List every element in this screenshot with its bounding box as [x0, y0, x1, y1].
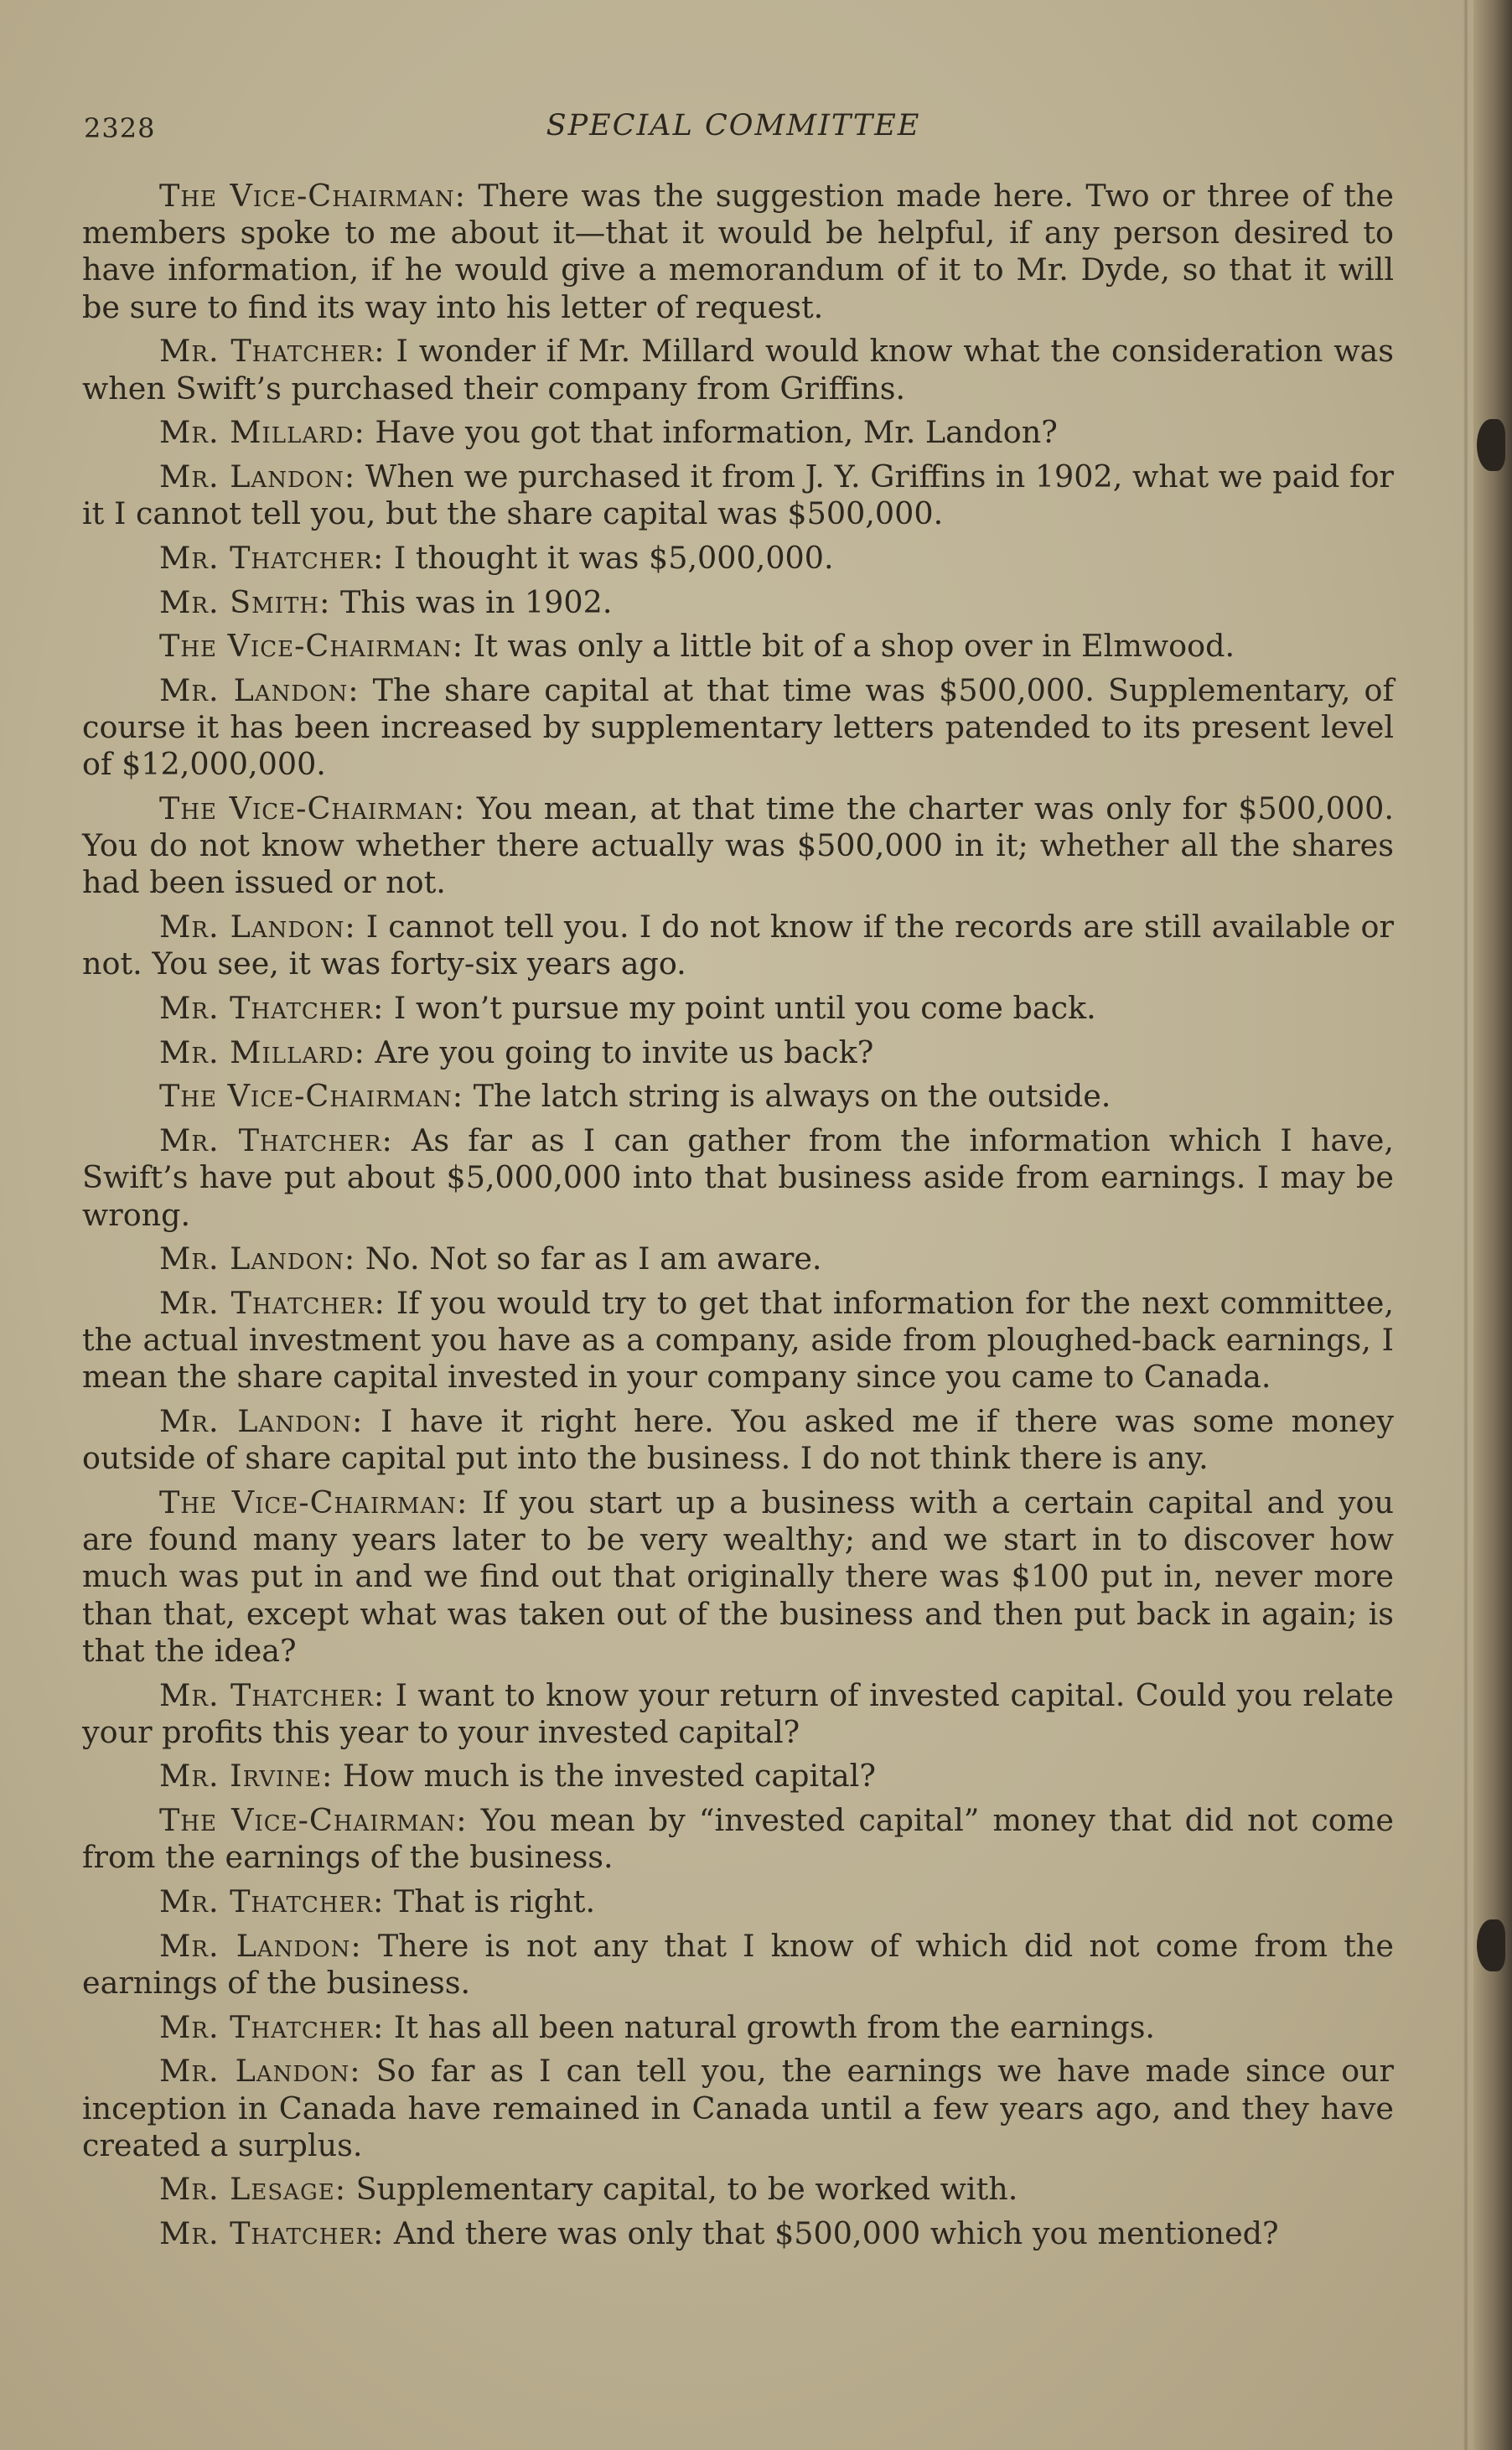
- page-edge: [1473, 0, 1512, 2450]
- speech-text: And there was only that $500,000 which you mentioned?: [384, 2215, 1279, 2252]
- speaker-name: Mr. Thatcher:: [159, 1122, 393, 1159]
- speech-text: The latch string is always on the outside.: [463, 1078, 1111, 1115]
- transcript-paragraph: [82, 1078, 1394, 1115]
- speech-text: I want to know your return of invested capital. Could you relate your profits this year to your invested capital?: [82, 1676, 1394, 1750]
- thumb-index-mark: [1477, 419, 1505, 471]
- speech-text: No. Not so far as I am aware.: [355, 1241, 822, 1277]
- speaker-name: The Vice-Chairman:: [159, 628, 464, 665]
- transcript-paragraph: [82, 628, 1394, 665]
- transcript-paragraph: [82, 584, 1394, 621]
- speaker-name: Mr. Thatcher:: [159, 539, 385, 576]
- speech-text: Have you got that information, Mr. Landon?: [365, 414, 1058, 451]
- speaker-name: Mr. Smith:: [159, 583, 331, 620]
- speech-text: I won’t pursue my point until you come back.: [384, 990, 1096, 1027]
- transcript-paragraph: [82, 1758, 1394, 1795]
- transcript-paragraph: [82, 1802, 1394, 1876]
- speaker-name: Mr. Landon:: [159, 1241, 356, 1277]
- speaker-name: The Vice-Chairman:: [159, 1078, 464, 1115]
- transcript-paragraph: [82, 672, 1394, 784]
- speech-text: That is right.: [384, 1883, 596, 1920]
- transcript-paragraph: [82, 2215, 1394, 2252]
- speech-text: I wonder if Mr. Millard would know what the consideration was when Swift’s purchased their company from Griffins.: [82, 333, 1394, 407]
- transcript-paragraph: [82, 2053, 1394, 2164]
- speech-text: Are you going to invite us back?: [365, 1033, 874, 1070]
- speech-text: So far as I can tell you, the earnings we have made since our inception in Canada have remained in Canada until a few years ago, and they have created a surplus.: [82, 2053, 1394, 2163]
- thumb-index-mark: [1477, 1919, 1505, 1971]
- speaker-name: Mr. Landon:: [159, 1403, 364, 1440]
- transcript-paragraph: [82, 1677, 1394, 1751]
- speech-text: I cannot tell you. I do not know if the records are still available or not. You see, it was forty-six years ago.: [82, 909, 1394, 982]
- speech-text: If you would try to get that information for the next committee, the actual investment you have as a company, aside from ploughed-back earnings, I mean the share capital invested in your company since you came to Canada.: [82, 1284, 1395, 1396]
- transcript-paragraph: [82, 540, 1394, 577]
- transcript-paragraph: [82, 1928, 1394, 2002]
- speaker-name: The Vice-Chairman:: [159, 1484, 469, 1520]
- transcript-paragraph: [82, 2009, 1394, 2046]
- speaker-name: The Vice-Chairman:: [159, 790, 466, 827]
- transcript-paragraph: [82, 790, 1394, 902]
- speech-text: I have it right here. You asked me if there was some money outside of share capital put into the business. I do not think there is any.: [82, 1403, 1394, 1477]
- speaker-name: Mr. Landon:: [159, 671, 360, 708]
- speech-text: It was only a little bit of a shop over in Elmwood.: [463, 628, 1235, 665]
- speaker-name: The Vice-Chairman:: [159, 178, 466, 214]
- transcript-paragraph: [82, 909, 1394, 982]
- transcript-paragraph: [82, 2171, 1394, 2208]
- speaker-name: Mr. Thatcher:: [159, 1284, 386, 1321]
- speaker-name: Mr. Landon:: [159, 2053, 361, 2090]
- speech-text: How much is the invested capital?: [333, 1758, 876, 1795]
- speech-text: I thought it was $5,000,000.: [384, 539, 834, 576]
- speech-text: Supplementary capital, to be worked with.: [346, 2171, 1018, 2208]
- speech-text: When we purchased it from J. Y. Griffins in 1902, what we paid for it I cannot tell you, but the share capital was $500,000.: [82, 458, 1394, 532]
- speaker-name: Mr. Thatcher:: [159, 990, 385, 1027]
- speaker-name: The Vice-Chairman:: [159, 1802, 468, 1839]
- speaker-name: Mr. Thatcher:: [159, 2008, 385, 2045]
- page-gutter-shadow: [1463, 0, 1468, 2450]
- speech-text: The share capital at that time was $500,000. Supplementary, of course it has been increased by supplementary letters patended to its present level of $12,000,000.: [82, 671, 1394, 783]
- transcript-paragraph: [82, 1484, 1394, 1670]
- speech-text: You mean, at that time the charter was only for $500,000. You do not know whether there actually was $500,000 in it; whether all the shares had been issued or not.: [82, 790, 1394, 901]
- speaker-name: Mr. Irvine:: [159, 1758, 334, 1795]
- transcript-paragraph: [82, 1403, 1394, 1477]
- speaker-name: Mr. Thatcher:: [159, 1883, 385, 1920]
- speaker-name: Mr. Thatcher:: [159, 333, 386, 370]
- speaker-name: Mr. Millard:: [159, 1033, 365, 1070]
- page-header: [0, 104, 1512, 151]
- transcript-body: [82, 178, 1394, 2260]
- transcript-paragraph: [82, 1883, 1394, 1920]
- speaker-name: Mr. Thatcher:: [159, 1676, 386, 1713]
- transcript-paragraph: [82, 178, 1394, 326]
- transcript-paragraph: [82, 1122, 1394, 1234]
- speech-text: It has all been natural growth from the earnings.: [384, 2008, 1156, 2045]
- transcript-paragraph: [82, 458, 1394, 532]
- running-title: SPECIAL COMMITTEE: [546, 109, 921, 142]
- speech-text: You mean by “invested capital” money that did not come from the earnings of the business.: [82, 1802, 1394, 1876]
- speaker-name: Mr. Millard:: [159, 414, 365, 451]
- transcript-paragraph: [82, 1034, 1394, 1071]
- speaker-name: Mr. Landon:: [159, 458, 356, 495]
- speaker-name: Mr. Lesage:: [159, 2171, 347, 2208]
- speech-text: If you start up a business with a certain capital and you are found many years later to be very wealthy; and we start in to discover how much was put in and we find out that originally there was $100 put in, never more than that, except what was taken out of the business and then put back in again; is that the idea?: [82, 1484, 1394, 1669]
- speaker-name: Mr. Thatcher:: [159, 2215, 385, 2252]
- page-number: 2328: [84, 112, 156, 144]
- transcript-paragraph: [82, 333, 1394, 407]
- speaker-name: Mr. Landon:: [159, 1927, 362, 1964]
- transcript-paragraph: [82, 414, 1394, 451]
- speech-text: There was the suggestion made here. Two or three of the members spoke to me about it—that it would be helpful, if any person desired to have information, if he would give a memorandum of it to Mr. Dyde, so that it will be sure to find its way into his letter of request.: [82, 178, 1394, 325]
- speaker-name: Mr. Landon:: [159, 909, 356, 945]
- speech-text: There is not any that I know of which did not come from the earnings of the business.: [82, 1927, 1394, 2001]
- speech-text: This was in 1902.: [330, 583, 613, 620]
- transcript-paragraph: [82, 1285, 1394, 1396]
- transcript-paragraph: [82, 1241, 1394, 1277]
- speech-text: As far as I can gather from the information which I have, Swift’s have put about $5,000,000 into that business aside from earnings. I may be wrong.: [82, 1122, 1394, 1233]
- transcript-paragraph: [82, 990, 1394, 1027]
